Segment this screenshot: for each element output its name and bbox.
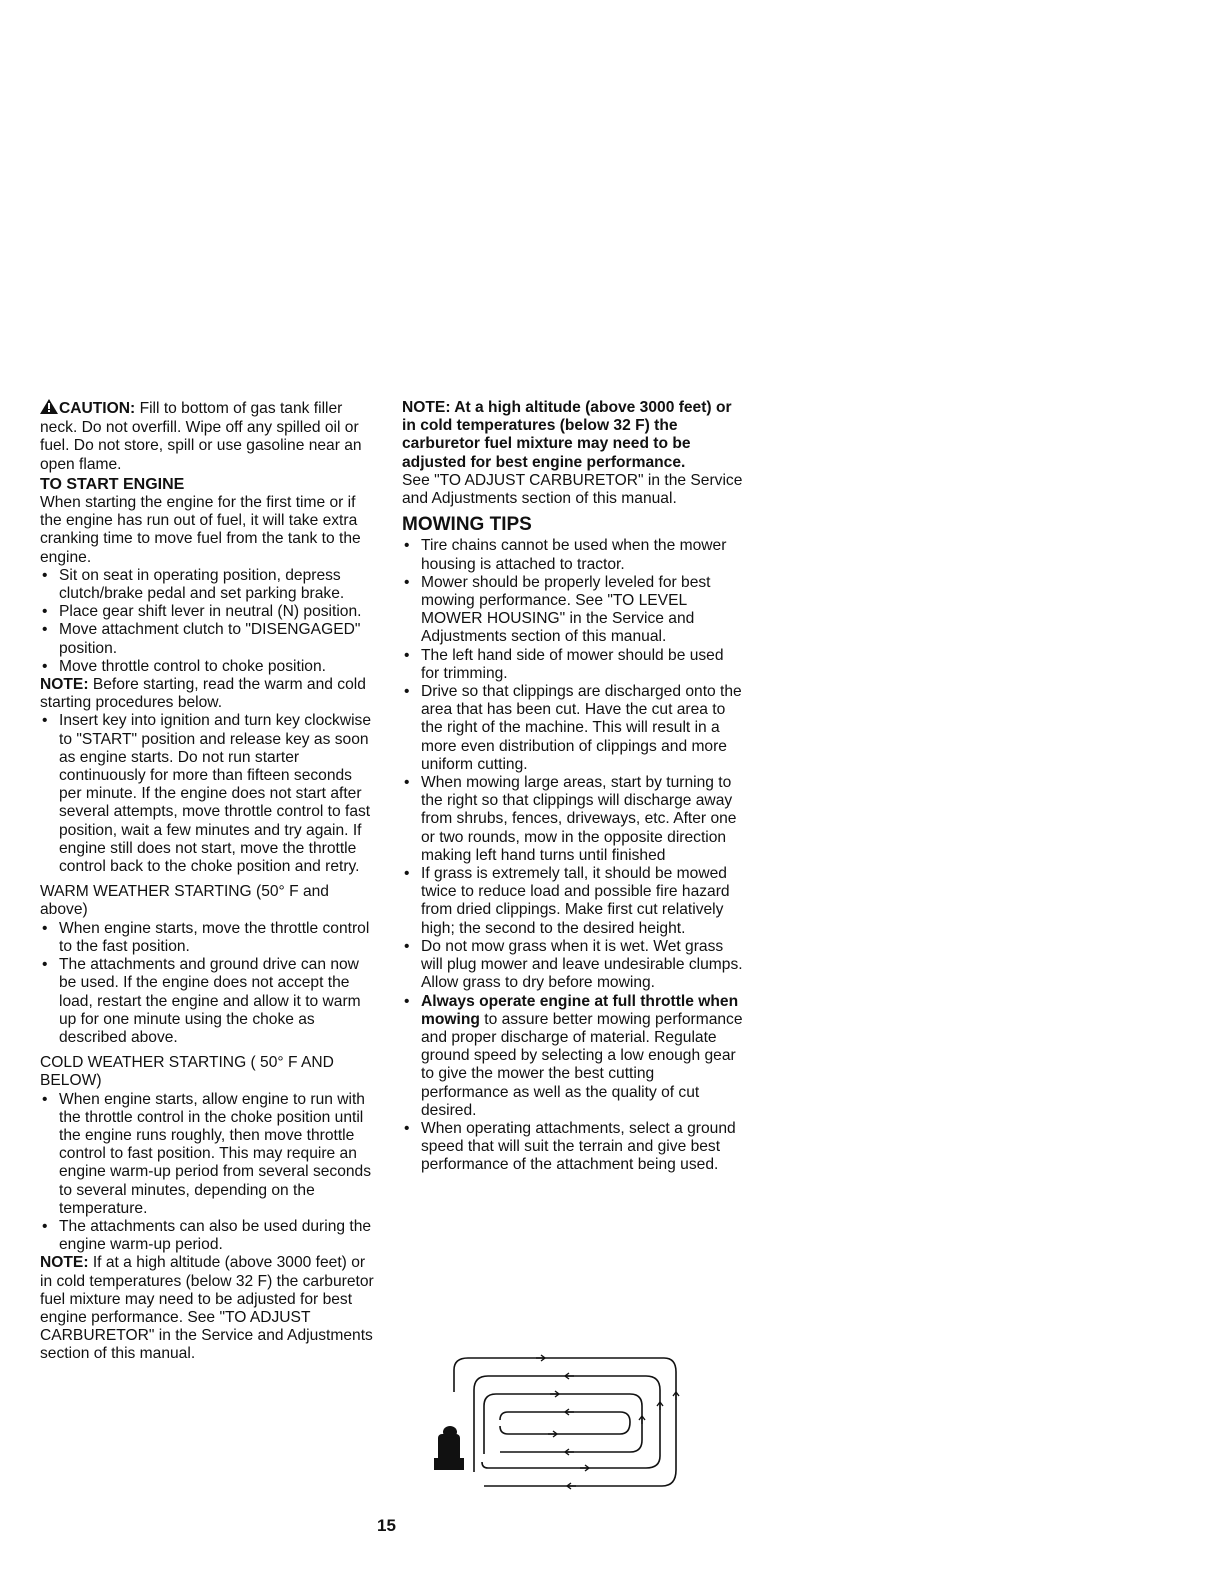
- note-text: If at a high altitude (above 3000 feet) or in cold temperatures (below 32 F) the carburetor fuel mixture may need to be adjusted for best engine performance. See "TO ADJUST CARBURETOR" in the Service and Adjustments section of this manual.: [40, 1254, 374, 1363]
- note-label: NOTE:: [40, 676, 89, 694]
- mowing-path-inner: [500, 1412, 630, 1434]
- start-steps-list-b: [40, 712, 378, 876]
- page-number: 15: [377, 1516, 396, 1535]
- list-item: • Tire chains cannot be used when the mower housing is attached to tractor.: [404, 537, 727, 573]
- list-item: • Drive so that clippings are discharged onto the area that has been cut. Have the cut area to the right of the machine. This will result in a more even distribution of clippings and more uniform cutting.: [404, 683, 742, 773]
- bullet-icon: •: [404, 646, 410, 664]
- mowing-tips-list: [402, 537, 746, 1174]
- list-item: • Sit on seat in operating position, depress clutch/brake pedal and set parking brake.: [42, 566, 345, 603]
- bullet-icon: •: [42, 566, 48, 584]
- list-item: • When engine starts, move the throttle control to the fast position.: [42, 919, 370, 955]
- list-item: • Mower should be properly leveled for best mowing performance. See "TO LEVEL MOWER HOUSING" in the Service and Adjustments section of this manual.: [404, 573, 711, 646]
- caution-label: CAUTION:: [59, 400, 136, 417]
- bullet-icon: •: [404, 1119, 410, 1137]
- bullet-icon: •: [42, 621, 48, 639]
- list-item: • Place gear shift lever in neutral (N) position.: [42, 603, 362, 621]
- mowing-path-third: [484, 1394, 642, 1454]
- bullet-icon: •: [404, 992, 410, 1010]
- caution-text: Fill to bottom of gas tank filler neck. Do not overfill. Wipe off any spilled oil or fuel. Do not store, spill or use gasoline near an open flame.: [40, 400, 362, 473]
- note-text: Before starting, read the warm and cold starting procedures below.: [40, 676, 366, 712]
- bullet-icon: •: [42, 1217, 48, 1235]
- list-item: [402, 993, 746, 1120]
- note-text: At a high altitude (above 3000 feet) or in cold temperatures (below 32 F) the carburetor fuel mixture may need to be adjusted for best engine performance.: [402, 399, 732, 471]
- right-column: [402, 399, 746, 1175]
- bullet-icon: •: [42, 956, 48, 974]
- tractor-icon: [434, 1426, 464, 1470]
- mowing-path-second: [474, 1376, 660, 1472]
- bottom-note: [40, 1254, 378, 1363]
- list-item: • When operating attachments, select a ground speed that will suit the terrain and give best performance of the attachment being used.: [404, 1119, 736, 1174]
- bullet-icon: •: [42, 657, 48, 675]
- cold-weather-heading: COLD WEATHER STARTING ( 50° F AND BELOW): [40, 1054, 334, 1090]
- direction-arrows: [536, 1355, 679, 1489]
- bullet-icon: •: [404, 865, 410, 883]
- bullet-icon: •: [404, 937, 410, 955]
- list-item: • Insert key into ignition and turn key clockwise to "START" position and release key as soon as engine starts. Do not run starter continuously for more than fifteen seconds per minute. If the engine does not start after several attempts, move throttle control to fast position, wait a few minutes and try again. If engine still does not start, move the throttle control back to the choke position and retry.: [42, 712, 372, 876]
- list-item: • Do not mow grass when it is wet. Wet grass will plug mower and leave undesirable clumps. Allow grass to dry before mowing.: [404, 937, 743, 992]
- bullet-icon: •: [42, 919, 48, 937]
- warm-steps-list: [40, 920, 378, 1047]
- left-column: [40, 399, 378, 1364]
- bullet-icon: •: [404, 683, 410, 701]
- bullet-icon: •: [42, 712, 48, 730]
- throttle-tip-text: to assure better mowing performance and proper discharge of material. Regulate ground speed by selecting a low enough gear to give the mower the best cutting performance as well as the quality of cut desired.: [421, 1010, 743, 1119]
- bullet-icon: •: [404, 537, 410, 555]
- list-item: • The attachments and ground drive can now be used. If the engine does not accept the load, restart the engine and allow it to warm up for one minute using the choke as described above.: [42, 956, 361, 1046]
- start-note: [40, 676, 378, 712]
- start-steps-list: [40, 567, 378, 676]
- bullet-icon: •: [404, 573, 410, 591]
- warning-triangle-icon: [40, 399, 58, 419]
- list-item: • Move attachment clutch to "DISENGAGED" position.: [42, 621, 361, 657]
- note-label: NOTE:: [402, 399, 451, 416]
- start-engine-heading: TO START ENGINE: [40, 475, 185, 493]
- list-item: • When mowing large areas, start by turning to the right so that clippings will discharge away from shrubs, fences, driveways, etc. After one or two rounds, mow in the opposite direction making left hand turns until finished: [404, 774, 737, 864]
- list-item: • The left hand side of mower should be used for trimming.: [404, 646, 724, 682]
- caution-paragraph: [40, 399, 378, 474]
- altitude-note: [402, 399, 746, 472]
- mowing-tips-heading: MOWING TIPS: [402, 514, 532, 536]
- start-engine-intro: When starting the engine for the first time or if the engine has run out of fuel, it will take extra cranking time to move fuel from the tank to the engine.: [40, 494, 361, 566]
- warm-weather-heading: WARM WEATHER STARTING (50° F and above): [40, 883, 329, 919]
- bullet-icon: •: [42, 1090, 48, 1108]
- list-item: • The attachments can also be used during the engine warm-up period.: [42, 1217, 372, 1254]
- altitude-note-reference: See "TO ADJUST CARBURETOR" in the Service and Adjustments section of this manual.: [402, 471, 743, 508]
- list-item: • Move throttle control to choke position.: [42, 657, 326, 675]
- mowing-pattern-diagram: [424, 1350, 690, 1498]
- bullet-icon: •: [404, 774, 410, 792]
- cold-steps-list: [40, 1091, 378, 1255]
- throttle-tip-bold: Always operate engine at full throttle when mowing: [421, 992, 739, 1028]
- note-label: NOTE:: [40, 1254, 89, 1272]
- list-item: • If grass is extremely tall, it should be mowed twice to reduce load and possible fire hazard from dried clippings. Make first cut relatively high; the second to the desired height.: [404, 865, 730, 937]
- bullet-icon: •: [42, 603, 48, 621]
- list-item: • When engine starts, allow engine to run with the throttle control in the choke position until the engine runs roughly, then move throttle control to fast position. This may require an engine warm-up period from several seconds to several minutes, depending on the temperature.: [42, 1090, 372, 1217]
